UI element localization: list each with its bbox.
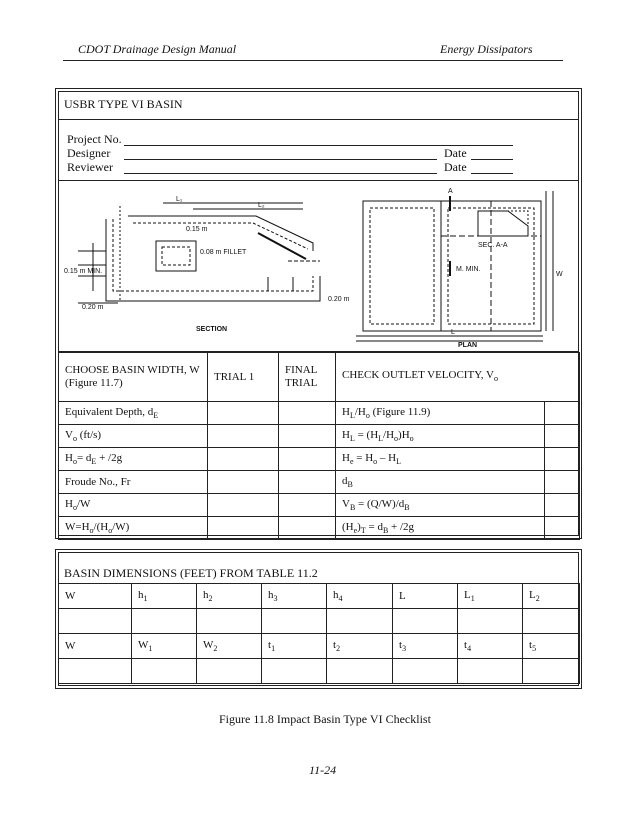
check-row-right-label: $d_B$ xyxy=(336,471,545,494)
d020-label: 0.20 m xyxy=(82,304,104,311)
check-row-label: Froude No., Fr xyxy=(59,471,208,494)
check-row xyxy=(59,471,580,494)
mmin-label: M. MIN. xyxy=(456,266,481,273)
check-row-right-label: $V_B = (Q/W)/d_B$ xyxy=(336,494,545,517)
designer-label: Designer xyxy=(67,146,111,160)
dims-title: BASIN DIMENSIONS (FEET) FROM TABLE 11.2 xyxy=(64,566,318,580)
final-trial-input[interactable] xyxy=(279,471,336,494)
dims-value-row xyxy=(59,609,580,634)
d020b-label: 0.20 m xyxy=(328,296,350,303)
final-trial-input[interactable] xyxy=(279,517,336,540)
title-divider xyxy=(58,119,579,120)
outlet-input[interactable] xyxy=(545,448,580,471)
seca-label: SEC. A-A xyxy=(478,242,508,249)
dims-table xyxy=(58,583,580,684)
w-label: W xyxy=(556,271,563,278)
project-label: Project No. xyxy=(67,132,122,146)
dims-value-input[interactable] xyxy=(59,609,132,634)
check-row-label: $W=H_o/(H_o/W)$ xyxy=(59,517,208,540)
dims-header-cell: L xyxy=(393,584,458,609)
dims-header-cell: $t_4$ xyxy=(458,634,523,659)
dims-value-input[interactable] xyxy=(458,659,523,684)
fillet-label: 0.08 m FILLET xyxy=(200,249,247,256)
dims-header-cell: $t_1$ xyxy=(262,634,327,659)
check-row xyxy=(59,425,580,448)
trial1-input[interactable] xyxy=(208,517,279,540)
check-row xyxy=(59,517,580,540)
dims-value-input[interactable] xyxy=(132,609,197,634)
section-label: SECTION xyxy=(196,326,228,333)
designer-field[interactable] xyxy=(124,159,437,160)
reviewer-date-label: Date xyxy=(444,160,467,174)
reviewer-date-field[interactable] xyxy=(471,173,513,174)
dims-value-input[interactable] xyxy=(262,609,327,634)
dims-header-cell: $t_2$ xyxy=(327,634,393,659)
check-outlet-header: CHECK OUTLET VELOCITY, $V_o$ xyxy=(336,353,580,402)
dims-value-input[interactable] xyxy=(327,609,393,634)
figure-caption: Figure 11.8 Impact Basin Type VI Checklist xyxy=(219,712,431,726)
dims-header-cell: $W_1$ xyxy=(132,634,197,659)
dims-header-cell: $h_1$ xyxy=(132,584,197,609)
trial1-input[interactable] xyxy=(208,448,279,471)
check-row xyxy=(59,448,580,471)
basin-diagram xyxy=(58,181,579,351)
l-label: L xyxy=(451,329,455,336)
trial1-input[interactable] xyxy=(208,494,279,517)
final-trial-input[interactable] xyxy=(279,425,336,448)
dims-header-cell: $L_1$ xyxy=(458,584,523,609)
reviewer-field[interactable] xyxy=(124,173,437,174)
dims-value-input[interactable] xyxy=(197,659,262,684)
check-row-label: $H_o= d_E + /2g$ xyxy=(59,448,208,471)
outlet-input[interactable] xyxy=(545,402,580,425)
form-title: USBR TYPE VI BASIN xyxy=(64,97,183,111)
dims-value-input[interactable] xyxy=(197,609,262,634)
dims-value-input[interactable] xyxy=(523,659,580,684)
check-row xyxy=(59,402,580,425)
check-row-right-label: $H_L/H_o$ (Figure 11.9) xyxy=(336,402,545,425)
check-row-right-label: $H_e = H_o - H_L$ xyxy=(336,448,545,471)
dims-header-row xyxy=(59,584,580,609)
trial1-input[interactable] xyxy=(208,471,279,494)
reviewer-label: Reviewer xyxy=(67,160,113,174)
dims-header-cell: $h_4$ xyxy=(327,584,393,609)
dims-header-cell: $h_3$ xyxy=(262,584,327,609)
l2-label: L₂ xyxy=(258,202,265,209)
outlet-input[interactable] xyxy=(545,425,580,448)
check-table-header xyxy=(59,353,580,402)
dims-header-cell: $t_3$ xyxy=(393,634,458,659)
dims-header-cell: $h_2$ xyxy=(197,584,262,609)
dims-value-input[interactable] xyxy=(393,609,458,634)
check-row-label: $V_o$ (ft/s) xyxy=(59,425,208,448)
dims-header-cell: $L_2$ xyxy=(523,584,580,609)
final-trial-input[interactable] xyxy=(279,402,336,425)
dims-value-input[interactable] xyxy=(132,659,197,684)
final-trial-input[interactable] xyxy=(279,448,336,471)
outlet-input[interactable] xyxy=(545,471,580,494)
dims-value-input[interactable] xyxy=(262,659,327,684)
trial1-input[interactable] xyxy=(208,402,279,425)
check-row-label: Equivalent Depth, $d_E$ xyxy=(59,402,208,425)
dims-value-input[interactable] xyxy=(59,659,132,684)
dims-header-cell: $t_5$ xyxy=(523,634,580,659)
check-row-right-label: $H_L = (H_L/H_o)H_o$ xyxy=(336,425,545,448)
outlet-input[interactable] xyxy=(545,494,580,517)
header-divider xyxy=(63,60,563,61)
dims-header-row xyxy=(59,634,580,659)
w015-label: 0.15 m xyxy=(186,226,208,233)
dims-value-input[interactable] xyxy=(458,609,523,634)
outlet-input[interactable] xyxy=(545,517,580,540)
final-trial-header: FINAL TRIAL xyxy=(279,353,336,402)
dims-value-row xyxy=(59,659,580,684)
dims-value-input[interactable] xyxy=(327,659,393,684)
check-row-label: $H_o/W$ xyxy=(59,494,208,517)
check-table xyxy=(58,352,580,540)
plan-label: PLAN xyxy=(458,342,478,349)
page-number: 11-24 xyxy=(309,763,337,777)
check-row-right-label: $(H_e)_T = d_B + /2g$ xyxy=(336,517,545,540)
trial1-input[interactable] xyxy=(208,425,279,448)
dims-value-input[interactable] xyxy=(393,659,458,684)
dims-header-cell: W xyxy=(59,584,132,609)
l1-label: L₁ xyxy=(176,196,183,203)
trial1-header: TRIAL 1 xyxy=(208,353,279,402)
final-trial-input[interactable] xyxy=(279,494,336,517)
manual-title: CDOT Drainage Design Manual xyxy=(78,42,237,56)
check-row xyxy=(59,494,580,517)
d015min-label: 0.15 m MIN. xyxy=(64,268,103,275)
dims-value-input[interactable] xyxy=(523,609,580,634)
chapter-title: Energy Dissipators xyxy=(440,42,533,56)
dims-header-cell: $W_2$ xyxy=(197,634,262,659)
a-label: A xyxy=(448,188,453,195)
choose-width-cell: CHOOSE BASIN WIDTH, W (Figure 11.7) xyxy=(59,353,208,402)
designer-date-field[interactable] xyxy=(471,159,513,160)
dims-header-cell: W xyxy=(59,634,132,659)
designer-date-label: Date xyxy=(444,146,467,160)
